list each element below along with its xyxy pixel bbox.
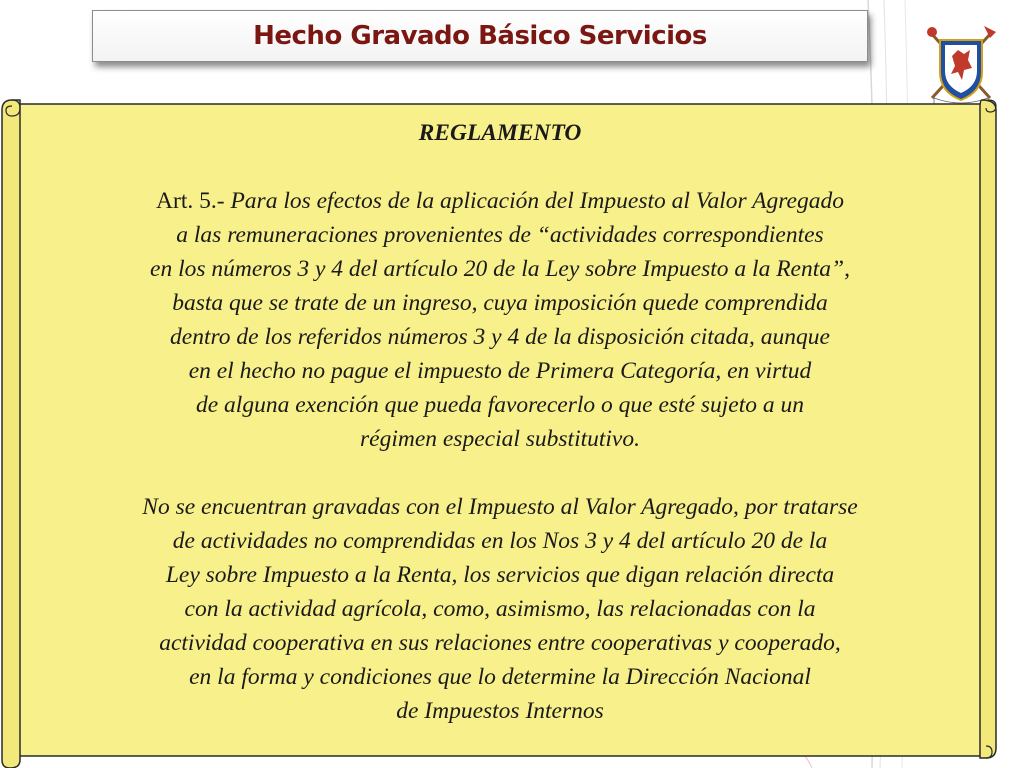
paragraph1-line: dentro de los referidos números 3 y 4 de la disposición citada, aunque [170, 324, 830, 350]
paragraph1-line: Para los efectos de la aplicación del Impuesto al Valor Agregado [224, 188, 844, 214]
slide-title-box [92, 10, 868, 62]
article-label: Art. 5.- [156, 188, 225, 214]
scroll-text [40, 116, 960, 728]
article-paragraph [40, 184, 960, 218]
paragraph2-line: de actividades no comprendidas en los Nos 3 y 4 del artículo 20 de la [172, 528, 828, 554]
scroll-panel [0, 96, 1004, 768]
paragraph1-line: basta que se trate de un ingreso, cuya imposición quede comprendida [172, 290, 828, 316]
paragraph1-line: a las remuneraciones provenientes de “actividades correspondientes [176, 222, 824, 248]
paragraph2-line: de Impuestos Internos [396, 698, 604, 724]
paragraph1-line: régimen especial substitutivo. [360, 426, 640, 452]
paragraph1-line: en el hecho no pague el impuesto de Primera Categoría, en virtud [188, 358, 812, 384]
paragraph2-line: actividad cooperativa en sus relaciones entre cooperativas y cooperado, [159, 630, 841, 656]
paragraph2-line: con la actividad agrícola, como, asimismo, las relacionadas con la [184, 596, 816, 622]
paragraph1-line: de alguna exención que pueda favorecerlo o que esté sujeto a un [196, 392, 804, 418]
paragraph2-line: en la forma y condiciones que lo determine la Dirección Nacional [189, 664, 811, 690]
paragraph2-line: No se encuentran gravadas con el Impuesto al Valor Agregado, por tratarse [142, 494, 858, 520]
slide-title: Hecho Gravado Básico Servicios [253, 21, 707, 51]
reglamento-heading: REGLAMENTO [418, 120, 582, 146]
university-crest-icon [924, 22, 998, 106]
paragraph1-line: en los números 3 y 4 del artículo 20 de la Ley sobre Impuesto a la Renta”, [150, 256, 850, 282]
paragraph2-line: Ley sobre Impuesto a la Renta, los servicios que digan relación directa [165, 562, 835, 588]
